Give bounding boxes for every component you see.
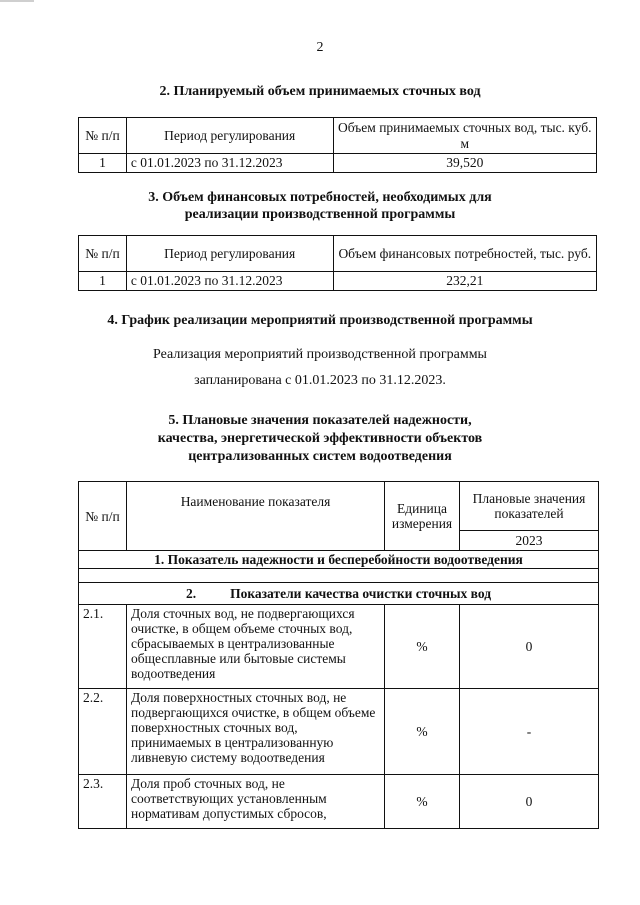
header-year: 2023 bbox=[460, 531, 599, 551]
table-row bbox=[79, 272, 597, 291]
header-finance: Объем финансовых потребностей, тыс. руб. bbox=[333, 236, 596, 272]
page-number: 2 bbox=[316, 40, 324, 55]
header-volume: Объем принимаемых сточных вод, тыс. куб. м bbox=[333, 118, 596, 154]
header-num: № п/п bbox=[79, 482, 127, 551]
section-5-title-line2: качества, энергетической эффективности объектов bbox=[157, 431, 483, 446]
table-row bbox=[79, 689, 599, 775]
section-3-table bbox=[78, 235, 597, 291]
section-4-title: 4. График реализации мероприятий производственной программы bbox=[107, 313, 533, 328]
corner-mark bbox=[0, 0, 34, 2]
header-period: Период регулирования bbox=[126, 236, 333, 272]
cell-indicator-name: Доля поверхностных сточных вод, не подвергающихся очистке, в общем объеме поверхностных сточных вод, принимаемых в централизованную ливневую систему водоотведения bbox=[127, 689, 385, 775]
table-row bbox=[79, 605, 599, 689]
section-5-title-line1: 5. Плановые значения показателей надежности, bbox=[168, 413, 472, 428]
header-num: № п/п bbox=[79, 236, 127, 272]
section-4-text-line2: запланирована с 01.01.2023 по 31.12.2023. bbox=[194, 373, 446, 388]
cell-period: с 01.01.2023 по 31.12.2023 bbox=[126, 272, 333, 291]
cell-value: 0 bbox=[460, 775, 599, 829]
group-2-cell bbox=[79, 583, 599, 605]
section-3-title-line2: реализации производственной программы bbox=[184, 207, 456, 222]
cell-num: 2.2. bbox=[79, 689, 127, 775]
group-2-label: Показатели качества очистки сточных вод bbox=[230, 586, 492, 601]
header-name: Наименование показателя bbox=[127, 482, 385, 551]
group-row bbox=[79, 551, 599, 569]
table-header-row bbox=[79, 236, 597, 272]
section-5-table bbox=[78, 481, 599, 829]
header-plan: Плановые значения показателей bbox=[460, 482, 599, 531]
empty-row bbox=[79, 569, 599, 583]
table-row bbox=[79, 775, 599, 829]
cell-volume: 39,520 bbox=[333, 154, 596, 173]
cell-period: с 01.01.2023 по 31.12.2023 bbox=[126, 154, 333, 173]
section-3-title-line1: 3. Объем финансовых потребностей, необходимых для bbox=[148, 190, 492, 205]
cell-num: 2.1. bbox=[79, 605, 127, 689]
cell-finance: 232,21 bbox=[333, 272, 596, 291]
group-1-label: 1. Показатель надежности и бесперебойности водоотведения bbox=[79, 551, 599, 569]
cell-num: 2.3. bbox=[79, 775, 127, 829]
cell-num: 1 bbox=[79, 154, 127, 173]
cell-indicator-name: Доля проб сточных вод, не соответствующих установленным нормативам допустимых сбросов, bbox=[127, 775, 385, 829]
group-2-number: 2. bbox=[185, 586, 197, 601]
group-row bbox=[79, 583, 599, 605]
section-5-title-line3: централизованных систем водоотведения bbox=[188, 449, 452, 464]
cell-unit: % bbox=[385, 605, 460, 689]
table-header-row bbox=[79, 118, 597, 154]
section-2-table bbox=[78, 117, 597, 173]
header-num: № п/п bbox=[79, 118, 127, 154]
table-row bbox=[79, 154, 597, 173]
cell-indicator-name: Доля сточных вод, не подвергающихся очистке, в общем объеме сточных вод, сбрасываемых в централизованные общесплавные или бытовые системы водоотведения bbox=[127, 605, 385, 689]
header-unit: Единица измерения bbox=[385, 482, 460, 551]
table-header-row bbox=[79, 482, 599, 531]
section-2-title: 2. Планируемый объем принимаемых сточных вод bbox=[159, 84, 481, 99]
section-4-text-line1: Реализация мероприятий производственной программы bbox=[153, 347, 487, 362]
cell-value: 0 bbox=[460, 605, 599, 689]
cell-unit: % bbox=[385, 689, 460, 775]
header-period: Период регулирования bbox=[126, 118, 333, 154]
cell-unit: % bbox=[385, 775, 460, 829]
empty-cell bbox=[79, 569, 599, 583]
cell-num: 1 bbox=[79, 272, 127, 291]
cell-value: - bbox=[460, 689, 599, 775]
